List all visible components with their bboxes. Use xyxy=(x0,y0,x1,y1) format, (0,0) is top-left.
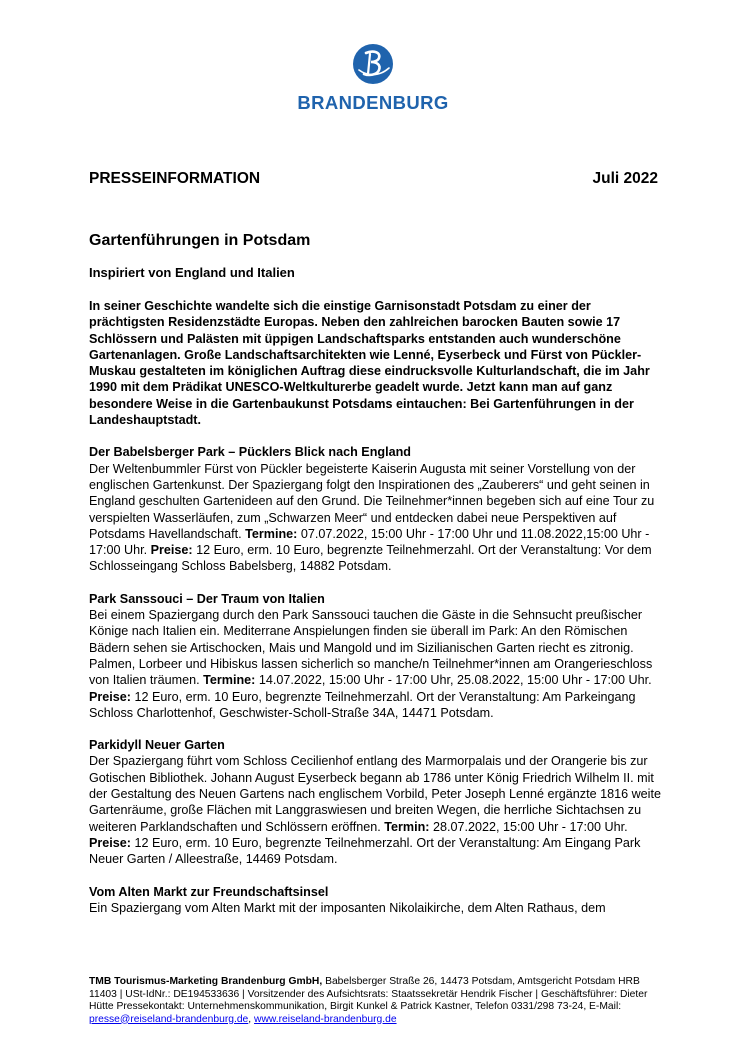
press-label: PRESSEINFORMATION xyxy=(89,170,261,187)
preise-label: Preise: xyxy=(89,689,132,704)
termine-value: 28.07.2022, 15:00 Uhr - 17:00 Uhr. xyxy=(432,819,628,834)
preise-label: Preise: xyxy=(89,835,132,850)
preise-label: Preise: xyxy=(150,543,193,558)
section-title: Der Babelsberger Park – Pücklers Blick nach England xyxy=(89,445,411,460)
article xyxy=(89,231,661,932)
section-body: Der Weltenbummler Fürst von Pückler begeisterte Kaiserin Augusta mit seiner Vorstellung von der englischen Gartenkunst. Der Spaziergang folgt den Inspirationen des „Zauberers“ und geht seinen in England geschulten Gartenideen auf den Grund. Die Teilnehmer*innen begeben sich auf eine Tour zu verspielten Wasserläufen, zum „Schwarzen Meer“ und entdecken dabei neue Perspektiven auf Potsdams Havellandschaft. xyxy=(89,461,655,541)
footer-text: Babelsberger Straße 26, 14473 Potsdam, Amtsgericht Potsdam HRB 11403 | USt-IdNr.: DE194533636 | Vorsitzender des Aufsichtsrats: Staatssekretär Hendrik Fischer | Geschäftsführer: Dieter Hütte Pressekontakt: Unternehmenskommunikation, Birgit Kunkel & Patrick Kastner, Telefon 0331/298 73-24, E-Mail: xyxy=(89,976,648,1012)
article-intro: In seiner Geschichte wandelte sich die einstige Garnisonstadt Potsdam zu einer der prächtigsten Residenzstädte Europas. Neben den zahlreichen barocken Bauten sowie 17 Schlössern und Palästen mit üppigen Landschaftsparks entstanden auch wunderschöne Gartenanlagen. Große Landschaftsarchitekten wie Lenné, Eyserbeck und Fürst von Pückler-Muskau gestalteten im königlichen Auftrag diese eindrucksvolle Kulturlandschaft, die im Jahr 1990 mit dem Prädikat UNESCO-Weltkulturerbe geadelt wurde. Jetzt kann man auf ganz besondere Weise in die Gartenbaukunst Potsdams eintauchen: Bei Gartenführungen in der Landeshauptstadt. xyxy=(89,299,650,428)
preise-value: 12 Euro, erm. 10 Euro, begrenzte Teilnehmerzahl. Ort der Veranstaltung: Am Eingang Park Neuer Garten / Alleestraße, 14469 Potsdam. xyxy=(89,835,641,867)
press-date: Juli 2022 xyxy=(592,170,658,187)
brand-name: BRANDENBURG xyxy=(297,92,449,113)
section-body: Der Spaziergang führt vom Schloss Cecilienhof entlang des Marmorpalais und der Orangerie bis zur Gotischen Bibliothek. Johann August Eyserbeck begann ab 1786 unter König Friedrich Wilhelm II. mit der Gestaltung des Neuen Gartens nach englischem Vorbild, Peter Joseph Lenné ergänzte 1816 weite Gartenräume, große Flächen mit Langgraswiesen und breiten Wegen, die herrliche Sichtachsen zu weiteren Parklandschaften und Schlössern eröffnen. xyxy=(89,754,661,834)
press-header xyxy=(89,170,658,188)
termine-label: Termine: xyxy=(245,526,298,541)
brandenburg-emblem-icon xyxy=(351,40,395,88)
section-title: Vom Alten Markt zur Freundschaftsinsel xyxy=(89,884,329,899)
footer-separator: , xyxy=(248,1013,255,1025)
section-title: Parkidyll Neuer Garten xyxy=(89,738,225,753)
article-title: Gartenführungen in Potsdam xyxy=(89,232,311,249)
footer-website-link[interactable]: www.reiseland-brandenburg.de xyxy=(254,1013,397,1025)
article-subtitle: Inspiriert von England und Italien xyxy=(89,265,295,280)
section-body: Bei einem Spaziergang durch den Park Sanssouci tauchen die Gäste in die Sehnsucht preußischer Könige nach Italien ein. Mediterrane Anspielungen finden sie überall im Park: An den Römischen Bädern sehen sie Artischocken, Mais und Mangold und im Sizilianischen Garten riecht es zitronig. Palmen, Lorbeer und Hibiskus lassen sicherlich so manche/n Teilnehmer*innen am Orangerieschloss von Italien träumen. xyxy=(89,608,653,688)
section-title: Park Sanssouci – Der Traum von Italien xyxy=(89,591,325,606)
footer-email-link[interactable]: presse@reiseland-brandenburg.de xyxy=(89,1013,249,1025)
section-sanssouci xyxy=(89,591,661,721)
preise-value: 12 Euro, erm. 10 Euro, begrenzte Teilnehmerzahl. Ort der Veranstaltung: Vor dem Schlosseingang Schloss Babelsberg, 14882 Potsdam. xyxy=(89,543,652,574)
preise-value: 12 Euro, erm. 10 Euro, begrenzte Teilnehmerzahl. Ort der Veranstaltung: Am Parkeingang Schloss Charlottenhof, Geschwister-Scholl-Straße 34A, 14471 Potsdam. xyxy=(89,689,636,720)
section-body: Ein Spaziergang vom Alten Markt mit der imposanten Nikolaikirche, dem Alten Rathaus, dem xyxy=(89,900,606,915)
section-neuer-garten xyxy=(89,737,661,867)
section-babelsberg xyxy=(89,444,661,574)
termine-label: Termin: xyxy=(384,819,430,834)
termine-label: Termine: xyxy=(203,673,256,688)
footer-company: TMB Tourismus-Marketing Brandenburg GmbH, xyxy=(89,976,323,987)
termine-value: 07.07.2022, 15:00 Uhr - 17:00 Uhr und 11.08.2022,15:00 Uhr - 17:00 Uhr. xyxy=(89,526,650,558)
footer-imprint xyxy=(89,976,664,1026)
termine-value: 14.07.2022, 15:00 Uhr - 17:00 Uhr, 25.08.2022, 15:00 Uhr - 17:00 Uhr. xyxy=(258,673,652,688)
section-alter-markt xyxy=(89,884,661,917)
brandenburg-logo xyxy=(291,40,455,114)
